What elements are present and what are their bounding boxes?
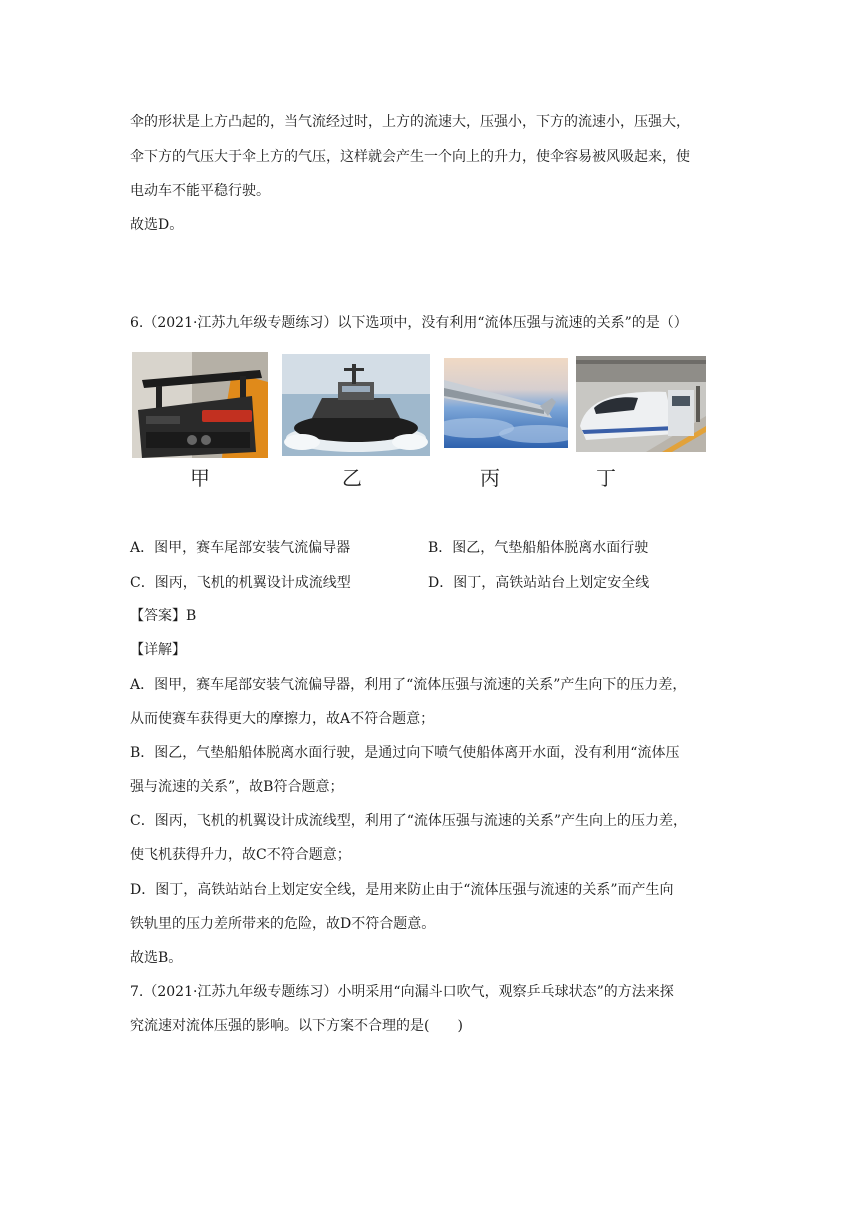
detail-line-2: 从而使赛车获得更大的摩擦力，故A不符合题意； xyxy=(130,711,435,727)
detail-line-7: D．图丁，高铁站站台上划定安全线，是用来防止由于“流体压强与流速的关系”而产生向 xyxy=(130,882,674,898)
question-6-figures xyxy=(130,350,710,490)
high-speed-train-photo xyxy=(576,356,706,452)
detail-line-1: A．图甲，赛车尾部安装气流偏导器，利用了“流体压强与流速的关系”产生向下的压力差， xyxy=(130,677,687,693)
figure-label-jia: 甲 xyxy=(190,466,210,490)
detail-line-5: C．图丙，飞机的机翼设计成流线型，利用了“流体压强与流速的关系”产生向上的压力差， xyxy=(130,813,688,829)
figure-label-ding: 丁 xyxy=(596,466,616,490)
prev-answer-line-2: 伞下方的气压大于伞上方的气压，这样就会产生一个向上的升力，使伞容易被风吸起来，使 xyxy=(130,149,690,165)
prev-answer-conclusion: 故选D。 xyxy=(130,217,184,233)
prev-answer-line-3: 电动车不能平稳行驶。 xyxy=(130,183,270,199)
question-6-detail-title: 【详解】 xyxy=(130,642,186,658)
question-7-stem-line-2: 究流速对流体压强的影响。以下方案不合理的是( ) xyxy=(130,1018,463,1034)
option-c: C．图丙，飞机的机翼设计成流线型 xyxy=(130,575,351,591)
option-d: D．图丁，高铁站站台上划定安全线 xyxy=(428,575,650,591)
detail-line-8: 铁轨里的压力差所带来的危险，故D不符合题意。 xyxy=(130,916,436,932)
question-6-answer: 【答案】B xyxy=(130,608,197,624)
option-a: A．图甲，赛车尾部安装气流偏导器 xyxy=(130,540,351,556)
option-b: B．图乙，气垫船船体脱离水面行驶 xyxy=(428,540,649,556)
detail-line-4: 强与流速的关系”，故B符合题意； xyxy=(130,779,344,795)
figure-label-yi: 乙 xyxy=(342,466,362,490)
hovercraft-photo xyxy=(282,354,430,456)
question-7-stem-line-1: 7.（2021·江苏九年级专题练习）小明采用“向漏斗口吹气，观察乒乓球状态”的方法来探 xyxy=(130,984,674,1000)
question-6-conclusion: 故选B。 xyxy=(130,950,183,966)
question-6-stem: 6.（2021·江苏九年级专题练习）以下选项中，没有利用“流体压强与流速的关系”的是（） xyxy=(130,315,688,331)
detail-line-3: B．图乙，气垫船船体脱离水面行驶，是通过向下喷气使船体离开水面，没有利用“流体压 xyxy=(130,745,680,761)
figure-label-bing: 丙 xyxy=(480,466,500,490)
race-car-spoiler-photo xyxy=(132,352,268,458)
airplane-wing-photo xyxy=(444,358,568,448)
prev-answer-line-1: 伞的形状是上方凸起的，当气流经过时，上方的流速大，压强小，下方的流速小，压强大， xyxy=(130,114,690,130)
detail-line-6: 使飞机获得升力，故C不符合题意； xyxy=(130,847,351,863)
